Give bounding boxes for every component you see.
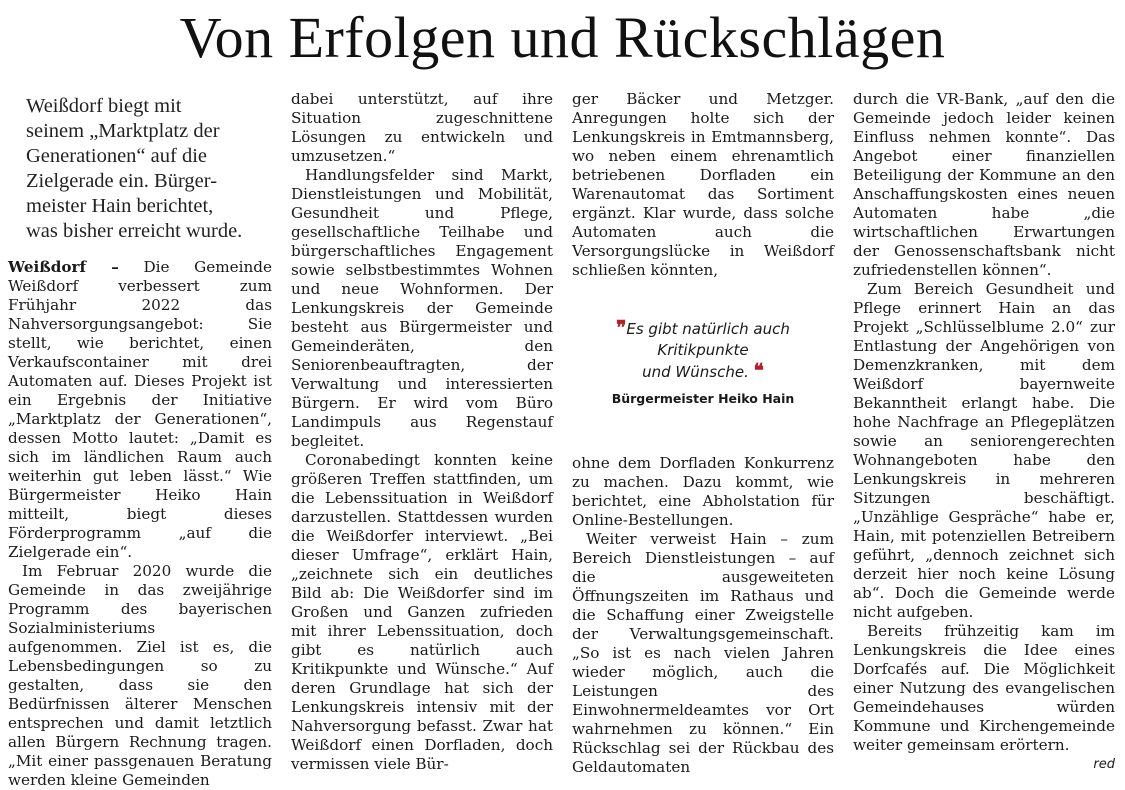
body-paragraph: Weiter verweist Hain – zum Bereich Dienstleistungen – auf die ausgeweiteten Öffnungszeiten im Rathaus und die Schaffung einer Zweigstelle der Verwaltungsgemeinschaft. „So ist es nach vielen Jahren wieder möglich, auch die Leistungen des Einwohnermeldeamtes vor Ort wahrnehmen zu können.“ Ein Rückschlag sei der Rückbau des Geldautomaten	[572, 530, 834, 776]
body-paragraph: Handlungsfelder sind Markt, Dienstleistungen und Mobilität, Gesundheit und Pflege, gesellschaftliche Teilhabe und bürgerschaftliches Engagement sowie selbstbestimmtes Wohnen und neue Wohnformen. Der Lenkungskreis der Gemeinde besteht aus Bürgermeister und Gemeinderäten, den Seniorenbeauftragten, der Verwaltung und interessierten Bürgern. Er wird vom Büro Landimpuls aus Regenstauf begleitet.	[291, 166, 553, 450]
body-paragraph: Bereits frühzeitig kam im Lenkungskreis die Idee eines Dorfcafés auf. Die Möglichkeit einer Nutzung des evangelischen Gemeindehauses würden Kommune und Kirchengemeinde weiter gemeinsam erörtern.	[853, 622, 1115, 754]
paragraph-text: Die Gemeinde Weißdorf verbessert zum Frühjahr 2022 das Nahversorgungsangebot: Sie stellt, wie berichtet, einen Verkaufscontainer mit drei Automaten auf. Dieses Projekt ist ein Ergebnis der Initiative „Marktplatz der Generationen“, dessen Motto lautet: „Damit es sich im ländlichen Raum auch weiterhin gut leben lässt.“ Wie Bürgermeister Heiko Hain mitteilt, biegt dieses Förderprogramm „auf die Zielgerade ein“.	[8, 258, 272, 561]
body-paragraph: Im Februar 2020 wurde die Gemeinde in das zweijährige Programm des bayerischen Sozialministeriums aufgenommen. Ziel ist es, die Lebensbedingungen so zu gestalten, dass sie den Bedürfnissen älterer Menschen entsprechen und damit letztlich allen Bürgern Rechnung tragen. „Mit einer passgenauen Beratung werden kleine Gemeinden	[8, 562, 272, 789]
body-paragraph: Zum Bereich Gesundheit und Pflege erinnert Hain an das Projekt „Schlüsselblume 2.0“ zur Entlastung der Angehörigen von Demenzkranken, mit dem Weißdorf bayernweite Bekanntheit erlangt habe. Die hohe Nachfrage an Pflegeplätzen sowie an seniorengerechten Wohnangeboten habe den Lenkungskreis in mehreren Sitzungen beschäftigt. „Unzählige Gespräche“ habe er, Hain, mit potenziellen Betreibern geführt, „dennoch zeichnet sich derzeit hier noch keine Lösung ab“. Doch die Gemeinde werde nicht aufgeben.	[853, 280, 1115, 621]
pull-quote	[572, 318, 834, 408]
article-headline: Von Erfolgen und Rückschlägen	[179, 5, 946, 70]
body-paragraph: durch die VR-Bank, „auf den die Gemeinde jedoch leider keinen Einfluss nehmen konnte“. Das Angebot einer finanziellen Beteiligung der Kommune an den Anschaffungskosten eines neuen Automaten habe „die wirtschaftlichen Erwartungen der Genossenschaftsbank nicht zufriedenstellen können“.	[853, 90, 1115, 279]
body-paragraph: ohne dem Dorfladen Konkurrenz zu machen. Dazu kommt, wie berichtet, eine Abholstation für Online-Bestellungen.	[572, 454, 834, 529]
teaser-line: Zielgerade ein. Bürger-	[26, 170, 218, 192]
quote-line: Es gibt natürlich auch	[626, 320, 790, 338]
article-column-3	[572, 90, 834, 777]
body-paragraph	[8, 258, 272, 562]
article-column-2	[291, 90, 553, 774]
article-teaser	[26, 94, 272, 244]
quote-text	[572, 318, 834, 383]
article-column-4	[853, 90, 1115, 774]
quote-line: Kritikpunkte	[657, 341, 749, 359]
body-paragraph: Coronabedingt konnten keine größeren Treffen stattfinden, um die Lebenssituation in Weißdorf darzustellen. Stattdessen wurden die Weißdorfer interviewt. „Bei dieser Umfrage“, erklärt Hain, „zeichnete sich ein deutliches Bild ab: Die Weißdorfer sind im Großen und Ganzen zufrieden mit ihrer Lebenssituation, doch gibt es natürlich auch Kritikpunkte und Wünsche.“ Auf deren Grundlage hat sich der Lenkungskreis intensiv mit der Nahversorgung befasst. Zwar hat Weißdorf einen Dorfladen, doch vermissen viele Bür-	[291, 451, 553, 773]
body-paragraph: ger Bäcker und Metzger. Anregungen holte sich der Lenkungskreis in Emtmannsberg, wo neben einem ehrenamtlich betriebenen Dorfladen ein Warenautomat das Sortiment ergänzt. Klar wurde, dass solche Automaten auch die Versorgungslücke in Weißdorf schließen könnten,	[572, 90, 834, 279]
teaser-line: Generationen“ auf die	[26, 145, 207, 167]
quote-close-mark: ❝	[753, 360, 764, 382]
teaser-line: seinem „Marktplatz der	[26, 120, 220, 142]
teaser-line: Weißdorf biegt mit	[26, 95, 182, 117]
article-column-1	[8, 90, 272, 790]
teaser-line: was bisher erreicht wurde.	[26, 220, 243, 242]
author-signature: red	[1093, 757, 1115, 772]
body-paragraph: dabei unterstützt, auf ihre Situation zugeschnittene Lösungen zu entwickeln und umzusetzen.“	[291, 90, 553, 165]
teaser-line: meister Hain berichtet,	[26, 195, 214, 217]
quote-author: Bürgermeister Heiko Hain	[611, 391, 795, 406]
quote-open-mark: ❞	[616, 317, 627, 339]
dateline: Weißdorf –	[8, 258, 119, 276]
quote-line: und Wünsche.	[642, 363, 749, 381]
